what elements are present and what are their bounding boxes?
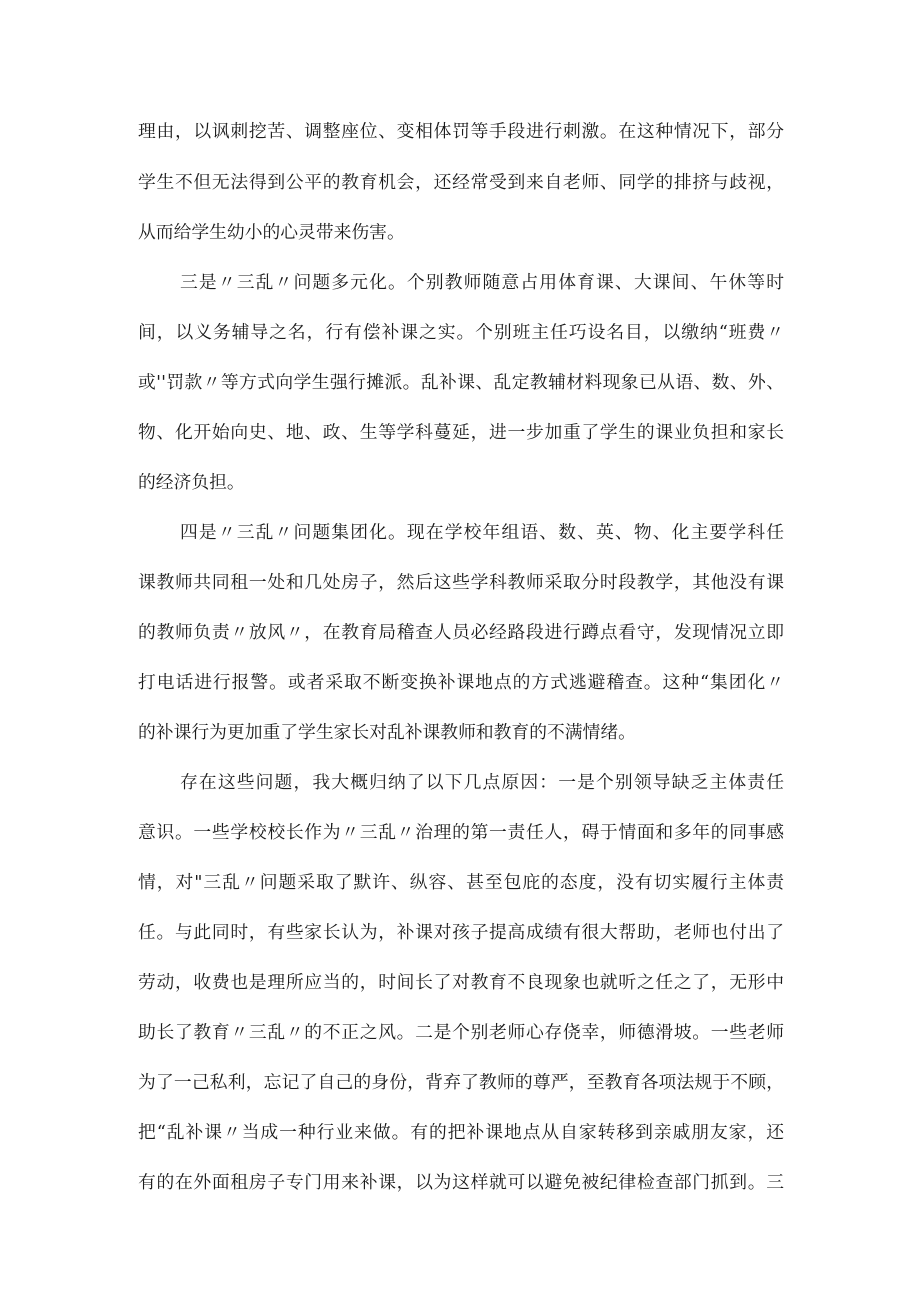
text-line: 有的在外面租房子专门用来补课，以为这样就可以避免被纪律检查部门抓到。三 xyxy=(138,1172,784,1193)
text-line: 情，对"三乱〃问题采取了默许、纵容、甚至包庇的态度，没有切实履行主体责 xyxy=(138,872,784,893)
text-line: 的教师负责〃放风〃，在教育局稽查人员必经路段进行蹲点看守，发现情况立即 xyxy=(138,622,784,643)
text-line: 劳动，收费也是理所应当的，时间长了对教育不良现象也就听之任之了，无形中 xyxy=(138,972,784,993)
text-line: 间，以义务辅导之名，行有偿补课之实。个别班主任巧设名目，以缴纳“班费〃 xyxy=(138,322,784,343)
text-line: 学生不但无法得到公平的教育机会，还经常受到来自老师、同学的排挤与歧视， xyxy=(138,172,784,193)
text-line: 意识。一些学校校长作为〃三乱〃治理的第一责任人，碍于情面和多年的同事感 xyxy=(138,822,784,843)
text-line: 理由，以讽刺挖苦、调整座位、变相体罚等手段进行刺激。在这种情况下，部分 xyxy=(138,121,784,142)
text-line: 从而给学生幼小的心灵带来伤害。 xyxy=(138,222,405,243)
text-line: 物、化开始向史、地、政、生等学科蔓延，进一步加重了学生的课业负担和家长 xyxy=(138,422,784,443)
text-line: 课教师共同租一处和几处房子，然后这些学科教师采取分时段教学，其他没有课 xyxy=(138,572,784,593)
text-line: 的补课行为更加重了学生家长对乱补课教师和教育的不满情绪。 xyxy=(138,722,636,743)
text-line: 任。与此同时，有些家长认为，补课对孩子提高成绩有很大帮助，老师也付出了 xyxy=(138,922,784,943)
text-line: 或''罚款〃等方式向学生强行摊派。乱补课、乱定教辅材料现象已从语、数、外、 xyxy=(138,372,784,393)
text-line: 为了一己私利，忘记了自己的身份，背弃了教师的尊严，至教育各项法规于不顾， xyxy=(138,1072,784,1093)
text-line: 把“乱补课〃当成一种行业来做。有的把补课地点从自家转移到亲戚朋友家，还 xyxy=(138,1122,784,1143)
text-line: 助长了教育〃三乱〃的不正之风。二是个别老师心存侥幸，师德滑坡。一些老师 xyxy=(138,1022,784,1043)
text-line: 存在这些问题，我大概归纳了以下几点原因：一是个别领导缺乏主体责任 xyxy=(180,772,784,793)
text-line: 的经济负担。 xyxy=(138,472,245,493)
text-line: 打电话进行报警。或者采取不断变换补课地点的方式逃避稽查。这种“集团化〃 xyxy=(138,672,784,693)
text-line: 四是〃三乱〃问题集团化。现在学校年组语、数、英、物、化主要学科任 xyxy=(180,522,784,543)
text-line: 三是〃三乱〃问题多元化。个别教师随意占用体育课、大课间、午休等时 xyxy=(180,272,784,293)
